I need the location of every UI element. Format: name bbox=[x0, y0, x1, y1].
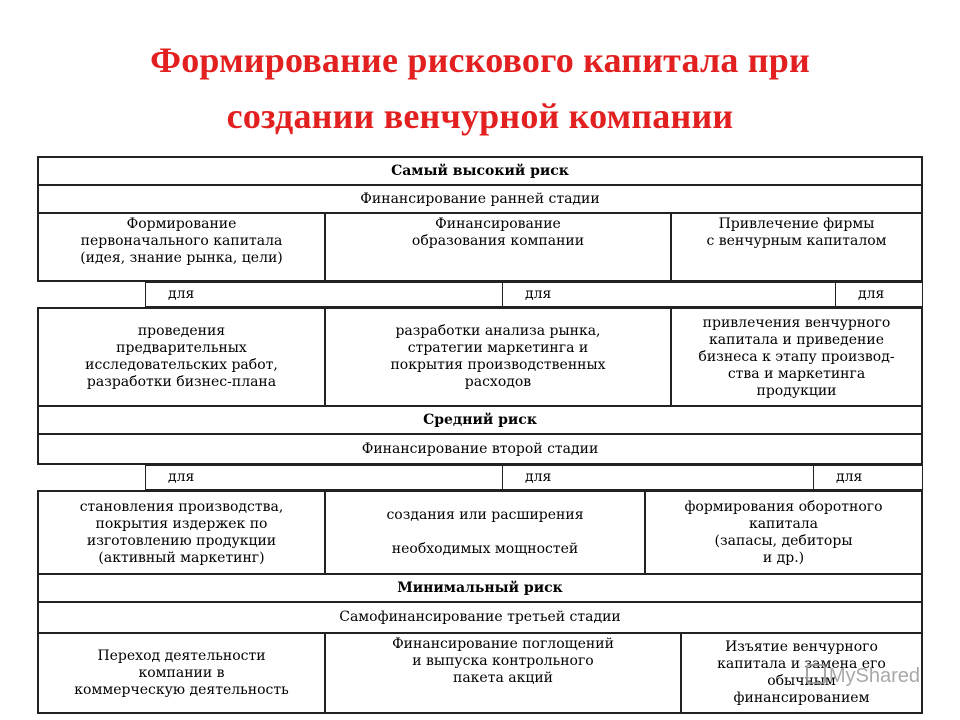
source-company-formation: Финансирование образования компании bbox=[324, 212, 672, 282]
item-venture-capital-withdrawal: Изъятие венчурного капитала и замена его обычным финансированием bbox=[680, 632, 923, 714]
risk-header-minimal: Минимальный риск bbox=[37, 573, 923, 603]
purpose-production-setup: становления производства, покрытия издержек по изготовлению продукции (активный маркетинг) bbox=[37, 490, 326, 575]
source-initial-capital: Формирование первоначального капитала (идея, знание рынка, цели) bbox=[37, 212, 326, 282]
item-acquisitions-financing: Финансирование поглощений и выпуска контрольного пакета акций bbox=[324, 632, 682, 714]
financing-third-stage: Самофинансирование третьей стадии bbox=[37, 601, 923, 634]
purpose-working-capital: формирования оборотного капитала (запасы, дебиторы и др.) bbox=[644, 490, 923, 575]
watermark: MyShared bbox=[806, 664, 920, 688]
dla-label: для bbox=[145, 282, 502, 307]
purpose-market-analysis: разработки анализа рынка, стратегии маркетинга и покрытия производственных расходов bbox=[324, 307, 672, 407]
dla-label: для bbox=[835, 282, 923, 307]
page-title bbox=[0, 32, 960, 144]
risk-header-highest: Самый высокий риск bbox=[37, 156, 923, 186]
item-commercial-transition: Переход деятельности компании в коммерческую деятельность bbox=[37, 632, 326, 714]
dla-label: для bbox=[502, 282, 835, 307]
dla-label: для bbox=[813, 465, 923, 490]
title-line-2: создании венчурной компании bbox=[226, 96, 734, 136]
purpose-attract-venture-capital: привлечения венчурного капитала и приведение бизнеса к этапу производ- ства и маркетинга продукции bbox=[670, 307, 923, 407]
purpose-capacity-expansion: создания или расширения необходимых мощностей bbox=[324, 490, 646, 575]
source-venture-firm: Привлечение фирмы с венчурным капиталом bbox=[670, 212, 923, 282]
dla-label: для bbox=[145, 465, 502, 490]
purpose-preliminary-research: проведения предварительных исследовательских работ, разработки бизнес-плана bbox=[37, 307, 326, 407]
risk-header-medium: Средний риск bbox=[37, 405, 923, 435]
dla-label: для bbox=[502, 465, 813, 490]
financing-early-stage: Финансирование ранней стадии bbox=[37, 184, 923, 214]
title-line-1: Формирование рискового капитала при bbox=[150, 40, 810, 80]
myshared-logo-icon bbox=[806, 664, 826, 684]
financing-second-stage: Финансирование второй стадии bbox=[37, 433, 923, 465]
